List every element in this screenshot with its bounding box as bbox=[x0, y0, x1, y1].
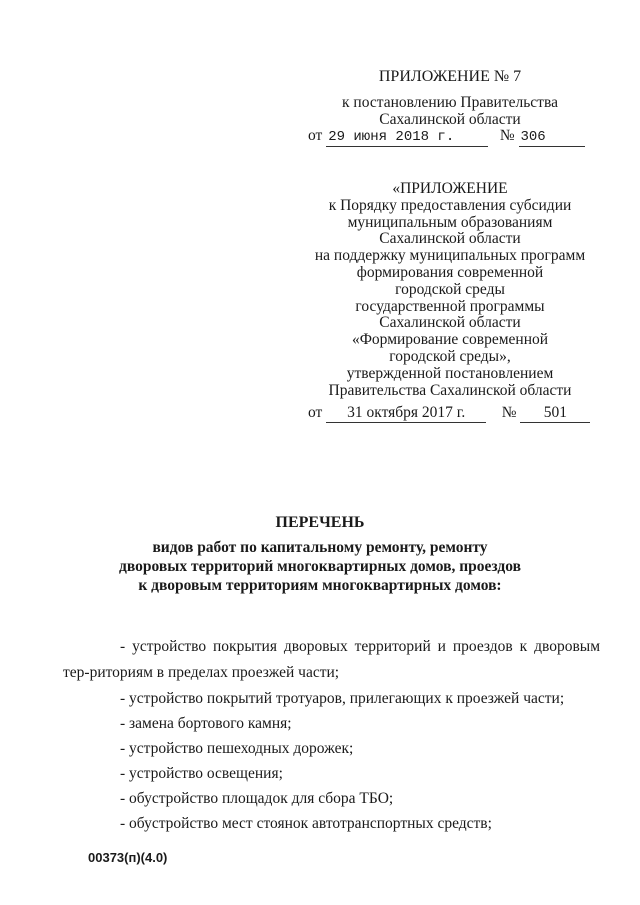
list-item: - устройство освещения; bbox=[120, 765, 283, 782]
order-line: городской среды bbox=[395, 280, 505, 298]
order-line: государственной программы bbox=[355, 297, 545, 315]
appendix-title: ПРИЛОЖЕНИЕ № 7 bbox=[378, 68, 522, 85]
list-item: - устройство покрытия дворовых территорий и проездов к дворовым тер-риториям в пределах проезжей части; bbox=[63, 638, 600, 681]
subtitle-line: дворовых территорий многоквартирных домов, проездов bbox=[119, 558, 521, 575]
order-line: муниципальным образованиям bbox=[347, 213, 553, 231]
list-item: - обустройство мест стоянок автотранспортных средств; bbox=[120, 815, 492, 832]
order-line: Сахалинской области bbox=[379, 230, 521, 248]
document-subtitle bbox=[60, 538, 580, 595]
order-date-line bbox=[308, 404, 608, 423]
order-line: «ПРИЛОЖЕНИЕ bbox=[392, 180, 508, 197]
document-title: ПЕРЕЧЕНЬ bbox=[275, 514, 365, 531]
order-line: на поддержку муниципальных программ bbox=[314, 247, 586, 265]
decree-reference bbox=[300, 94, 600, 128]
order-number: 501 bbox=[520, 404, 590, 423]
footer-code: 00373(п)(4.0) bbox=[88, 850, 168, 865]
list-item: - устройство покрытий тротуаров, прилегающих к проезжей части; bbox=[120, 690, 565, 707]
number-prefix: № bbox=[501, 404, 517, 421]
decree-date: 29 июня 2018 г. bbox=[326, 128, 488, 147]
number-prefix: № bbox=[499, 127, 515, 144]
list-item: - обустройство площадок для сбора ТБО; bbox=[120, 790, 394, 807]
order-reference bbox=[300, 181, 600, 399]
subtitle-line: к дворовым территориям многоквартирных домов: bbox=[138, 577, 502, 594]
decree-line: Сахалинской области bbox=[379, 111, 521, 128]
order-line: Сахалинской области bbox=[379, 314, 521, 332]
order-line: «Формирование современной bbox=[351, 331, 549, 349]
works-list bbox=[63, 634, 600, 836]
subtitle-line: видов работ по капитальному ремонту, ремонту bbox=[152, 539, 488, 556]
order-line: Правительства Сахалинской области bbox=[328, 381, 572, 399]
list-item: - замена бортового камня; bbox=[120, 715, 292, 732]
order-line: городской среды», bbox=[389, 347, 511, 365]
order-line: формирования современной bbox=[356, 263, 544, 281]
decree-line: к постановлению Правительства bbox=[342, 94, 558, 111]
decree-number: 306 bbox=[519, 128, 585, 147]
order-line: утвержденной постановлением bbox=[346, 364, 554, 382]
order-line: к Порядку предоставления субсидии bbox=[328, 196, 572, 214]
date-prefix: от bbox=[308, 404, 323, 421]
list-item: - устройство пешеходных дорожек; bbox=[120, 740, 354, 757]
decree-date-line bbox=[308, 127, 608, 147]
order-date: 31 октября 2017 г. bbox=[326, 404, 486, 423]
date-prefix: от bbox=[308, 127, 323, 144]
